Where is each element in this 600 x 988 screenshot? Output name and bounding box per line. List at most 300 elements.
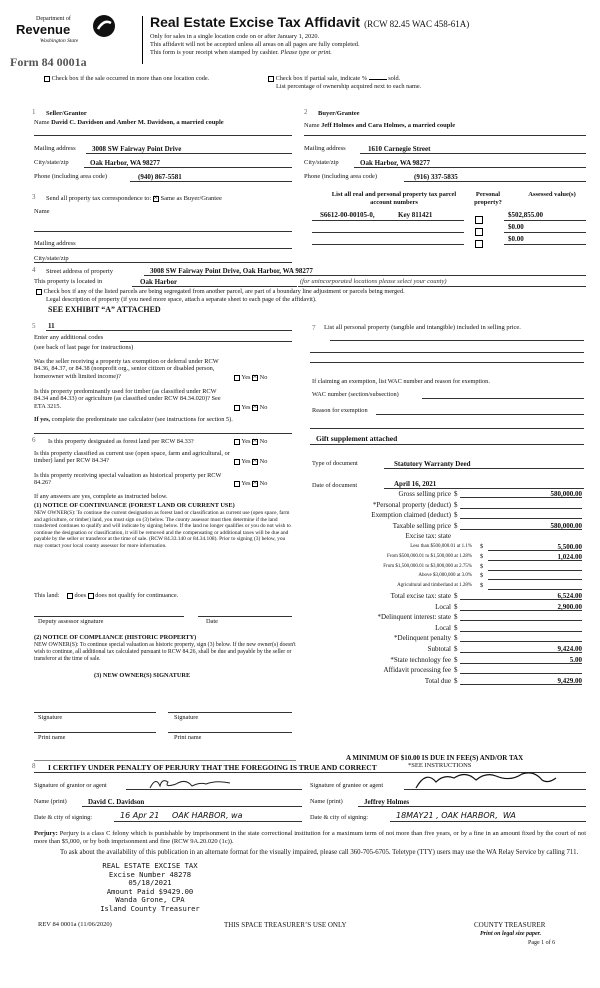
partial-sale-sold: sold.	[388, 75, 401, 82]
any-yes-note: If any answers are yes, complete as instructed below.	[34, 493, 168, 500]
section-7	[310, 320, 586, 500]
tax-row-label: Above $3,000,000 at 3.0%	[418, 573, 472, 579]
does-not-checkbox[interactable]	[88, 593, 94, 599]
deputy-signature-line	[34, 616, 184, 617]
grantee-sig-label: Signature of grantee or agent	[310, 782, 384, 789]
tax-row-label: Affidavit processing fee	[383, 666, 451, 675]
tax-row-label: Agricultural and timberland at 1.28%	[397, 583, 472, 589]
parcel-account-line	[312, 232, 464, 233]
tax-row-label: Local	[435, 602, 451, 611]
segregated-row	[36, 288, 405, 295]
buyer-section	[304, 108, 586, 188]
tax-row-label: *Delinquent interest: state	[377, 613, 451, 622]
correspondence-city-underline	[34, 262, 292, 263]
doc-type-value[interactable]: Statutory Warranty Deed	[394, 460, 471, 468]
grantor-name-label: Name (print)	[34, 798, 67, 805]
grantee-name-underline	[358, 806, 586, 807]
dor-logo-wordmark: Revenue	[16, 22, 71, 37]
dor-logo-state: Washington State	[40, 38, 79, 44]
wac-label: WAC number (section/subsection)	[312, 391, 399, 398]
location-code-value[interactable]: 11	[48, 322, 55, 330]
parcel-assessed-value[interactable]: $502,855.00	[508, 211, 543, 219]
dollar-sign: $	[480, 562, 484, 570]
buyer-num: 2	[304, 108, 308, 116]
this-land-row	[34, 592, 178, 599]
tax-row	[310, 522, 582, 531]
tax-row-label: *Personal property (deduct)	[372, 500, 451, 509]
yes-label: Yes	[241, 374, 251, 381]
tax-row-label: From $1,500,000.01 to $3,000,000 at 2.75%	[383, 563, 472, 569]
seller-city-underline	[84, 167, 292, 168]
deputy-label: Deputy assessor signature	[38, 618, 104, 625]
multi-location-label: Check box if the sale occurred in more than one location code.	[51, 75, 210, 82]
q-timber-yes-checkbox[interactable]	[234, 405, 240, 411]
notice2-text: NEW OWNER(S): To continue special valuation as historic property, sign (3) below. If the new owner(s) doesn't wish to continue, all additional tax calculated pursuant to RCW 84.26, shall be due and payable by the seller or transferor at the time of sale.	[34, 642, 296, 662]
owner-print-label-2: Print name	[174, 734, 202, 741]
notice1-text: NEW OWNER(S): To continue the current designation as forest land or classification as current use (open space, farm and agriculture, or timber) land, you must sign on (3) below. The county assessor must then determine if the land transferred continues to qualify and will indicate by signing below. If the land no longer qualifies or you do not wish to continue the designation or classification, it will be removed and the compensating or additional taxes will be due and payable by the seller or transferor at the time of sale. (RCW 84.33.140 or 84.34.108). Prior to signing (3) below, you may contact your local county assessor for more information.	[34, 510, 291, 549]
dollar-sign: $	[454, 655, 458, 664]
tax-row-value[interactable]: 9,424.00	[557, 645, 582, 653]
dollar-sign: $	[480, 543, 484, 550]
buyer-city-label: City/state/zip	[304, 159, 339, 166]
tax-row	[310, 572, 582, 581]
owner-signature-label-2: Signature	[174, 714, 199, 721]
dor-logo	[8, 12, 126, 56]
tax-row-value[interactable]: 5.00	[569, 655, 582, 664]
deputy-date-label: Date	[206, 618, 218, 625]
grantor-date-value[interactable]: 16 Apr 21 OAK HARBOR, wa	[120, 811, 243, 820]
dollar-sign: $	[480, 552, 484, 560]
buyer-name-underline	[304, 135, 586, 136]
buyer-mail-underline	[360, 153, 586, 154]
q-current-use-yesno	[234, 458, 267, 465]
if-yes-text: complete the predominate use calculator (see instructions for section 5).	[51, 416, 233, 423]
header-line1: Only for sales in a single location code on or after January 1, 2020.	[150, 33, 320, 40]
tax-row	[310, 592, 582, 601]
seller-phone-value[interactable]: (940) 867-5581	[138, 173, 182, 181]
owner-print-line-2	[168, 732, 292, 733]
buyer-mail-value[interactable]: 1610 Carnegie Street	[368, 145, 431, 153]
form-title-text: Real Estate Excise Tax Affidavit	[150, 14, 361, 30]
this-land-label: This land:	[34, 592, 60, 599]
dollar-sign: $	[454, 490, 458, 498]
parcel-header-accounts: List all real and personal property tax parcel account numbers	[331, 191, 457, 206]
located-label: This property is located in	[34, 278, 103, 285]
notice3-title: (3) NEW OWNER(S) SIGNATURE	[94, 672, 191, 679]
located-value[interactable]: Oak Harbor	[140, 278, 178, 286]
seller-city-value[interactable]: Oak Harbor, WA 98277	[90, 159, 161, 167]
multi-location-row	[44, 75, 209, 82]
q-forest-yes-checkbox[interactable]	[234, 439, 240, 445]
seller-mail-value[interactable]: 3008 SW Fairway Point Drive	[92, 145, 182, 153]
no-label: No	[259, 404, 268, 411]
q-exemption: Was the seller receiving a property tax exemption or deferral under RCW 84.36, 84.37, or 84.38 (nonprofit org., senior citizen or disabled person, homeowner with limited income)?	[34, 358, 219, 380]
footer-rev: REV 84 0001a (11/06/2020)	[38, 921, 112, 928]
same-as-buyer-label: Same as Buyer/Grantee	[160, 195, 222, 202]
additional-codes-label: Enter any additional codes	[34, 334, 104, 341]
seller-phone-label: Phone (including area code)	[34, 173, 108, 180]
stamp-line-6: Island County Treasurer	[100, 903, 200, 913]
buyer-name-value: Jeff Holmes and Cara Holmes, a married couple	[321, 122, 456, 129]
tax-row	[310, 511, 582, 520]
seller-num: 1	[32, 108, 36, 116]
q-historic-yesno	[234, 480, 267, 487]
seller-mail-underline	[86, 153, 292, 154]
treasurer-stamp	[88, 862, 212, 914]
doc-date-value[interactable]: April 16, 2021	[394, 480, 437, 488]
form-title-rcw: (RCW 82.45 WAC 458-61A)	[364, 19, 470, 29]
tax-row-underline	[460, 673, 582, 674]
tax-row-value[interactable]: 580,000.00	[550, 521, 582, 530]
q-current-use-yes-checkbox[interactable]	[234, 459, 240, 465]
stamp-line-1: REAL ESTATE EXCISE TAX	[102, 861, 198, 870]
buyer-name-label: Name	[304, 122, 320, 129]
parcel-account-line	[312, 244, 464, 245]
does-checkbox[interactable]	[67, 593, 73, 599]
footer-treasurer-space: THIS SPACE TREASURER’S USE ONLY	[224, 921, 347, 929]
tax-row-value[interactable]: 5,500.00	[557, 543, 582, 551]
segregated-checkbox[interactable]	[36, 289, 42, 295]
parcel-assessed-value[interactable]: $0.00	[508, 223, 524, 231]
notice2-title: (2) NOTICE OF COMPLIANCE (HISTORIC PROPERTY)	[34, 634, 197, 641]
reason-label: Reason for exemption	[312, 407, 368, 414]
doc-type-label: Type of document	[312, 460, 358, 467]
yes-label: Yes	[241, 480, 251, 487]
stamp-line-3: 05/18/2021	[128, 878, 172, 888]
buyer-phone-label: Phone (including area code)	[304, 173, 378, 180]
if-yes-bold: If yes,	[34, 416, 51, 423]
header-divider	[142, 16, 143, 64]
footer-page: Page 1 of 6	[528, 940, 556, 946]
parcel-header-value: Assessed value(s)	[528, 191, 576, 198]
seller-name-value: David C. Davidson and Amber M. Davidson, a married couple	[51, 119, 224, 126]
tax-row-value[interactable]: 2,900.00	[557, 602, 582, 611]
tax-row	[310, 553, 582, 562]
partial-sale-row	[268, 75, 400, 82]
q-timber-no-checkbox[interactable]	[252, 405, 258, 411]
reason-line-2	[310, 428, 584, 429]
tax-row-underline	[488, 589, 582, 590]
yes-label: Yes	[241, 458, 251, 465]
tax-row	[310, 624, 582, 633]
minimum-note: A MINIMUM OF $10.00 IS DUE IN FEE(S) AND/OR TAX	[346, 754, 524, 762]
grantor-name-value[interactable]: David C. Davidson	[88, 798, 145, 806]
exemption-label: If claiming an exemption, list WAC number and reason for exemption.	[312, 378, 490, 385]
tax-row-label: Gross selling price	[398, 490, 451, 498]
section5-num: 5	[32, 322, 36, 330]
street-label: Street address of property	[46, 268, 113, 275]
owner-signature-line-1	[34, 712, 156, 713]
seller-section	[34, 108, 292, 188]
legal-description-label: Legal description of property (if you need more space, attach a separate sheet to each page of the affidavit).	[46, 296, 317, 303]
tax-row-label: Excise tax: state	[405, 532, 451, 541]
tax-row-underline	[460, 508, 582, 509]
section8-num: 8	[32, 762, 36, 770]
parcel-value-line	[504, 220, 586, 221]
tax-row-label: Exemption claimed (deduct)	[371, 511, 451, 520]
grantor-signature[interactable]	[146, 774, 236, 792]
dor-logo-icon	[92, 14, 116, 38]
tax-row-label: *State technology fee	[390, 655, 451, 664]
street-value[interactable]: 3008 SW Fairway Point Drive, Oak Harbor, WA 98277	[150, 267, 313, 275]
tax-row-value[interactable]: 6,524.00	[557, 592, 582, 600]
tax-row-label: Local	[435, 623, 451, 632]
dollar-sign: $	[454, 634, 458, 643]
personal-property-line-2	[310, 352, 584, 353]
no-label: No	[259, 438, 268, 445]
dollar-sign: $	[454, 521, 458, 530]
buyer-phone-underline	[404, 181, 586, 182]
header-line3	[150, 49, 332, 56]
owner-print-line-1	[34, 732, 156, 733]
correspondence-name-underline	[34, 231, 292, 232]
dollar-sign: $	[480, 572, 484, 580]
q-exemption-yesno	[234, 374, 267, 381]
exhibit-text: SEE EXHIBIT “A” ATTACHED	[48, 305, 161, 314]
street-underline	[144, 275, 586, 276]
segregated-label: Check box if any of the listed parcels are being segregated from another parcel, are part of a boundary line adjustment or parcels being merged.	[43, 288, 405, 295]
seller-name-label: Name	[34, 119, 50, 126]
buyer-city-value[interactable]: Oak Harbor, WA 98277	[360, 159, 431, 167]
yes-label: Yes	[241, 438, 251, 445]
alt-format-text: To ask about the availability of this publication in an alternate format for the visually impaired, please call 360-705-6705. Teletype (TTY) users may use the WA Relay Service by calling 711.	[60, 849, 579, 856]
grantee-name-value[interactable]: Jeffrey Holmes	[364, 798, 410, 806]
q-historic-no-checkbox[interactable]	[252, 481, 258, 487]
section6-num: 6	[32, 436, 36, 444]
grantee-date-underline	[390, 821, 586, 822]
grantor-date-label: Date & city of signing:	[34, 814, 93, 821]
q-timber: Is this property predominantly used for timber (as classified under RCW 84.34 and 84.33) or agriculture (as classified under RCW 84.34.020)? See ETA 3215.	[34, 388, 221, 410]
partial-sale-field[interactable]	[369, 79, 387, 80]
tax-row-label: From $500,000.01 to $1,500,000 at 1.28%	[387, 553, 472, 559]
doc-date-underline	[384, 488, 584, 489]
partial-sale-checkbox[interactable]	[268, 76, 274, 82]
correspondence-mail-underline	[34, 248, 292, 249]
personal-property-line-3	[310, 362, 584, 363]
grantee-signature[interactable]	[410, 768, 560, 792]
dollar-sign: $	[454, 645, 458, 653]
certify-text: I CERTIFY UNDER PENALTY OF PERJURY THAT THE FOREGOING IS TRUE AND CORRECT	[48, 763, 377, 772]
dollar-sign: $	[454, 666, 458, 675]
yes-label: Yes	[241, 404, 251, 411]
tax-row-value[interactable]: 1,024.00	[557, 552, 582, 561]
see-instructions: *SEE INSTRUCTIONS	[408, 762, 472, 769]
form-number: Form 84 0001a	[10, 55, 87, 69]
tax-row-label: Subtotal	[427, 645, 451, 653]
correspondence-name-label: Name	[34, 208, 50, 215]
correspondence-city-label: City/state/zip	[34, 255, 69, 262]
grantee-date-label: Date & city of signing:	[310, 814, 369, 821]
location-code-underline	[46, 330, 292, 331]
reason-underline	[376, 414, 584, 415]
parcel-row	[312, 235, 586, 246]
tax-row-label: Taxable selling price	[392, 521, 451, 530]
correspondence-section	[34, 193, 292, 263]
correspondence-label: Send all property tax correspondence to:	[46, 195, 152, 202]
buyer-city-underline	[354, 167, 586, 168]
section5-bottom-line	[34, 433, 292, 434]
section7-num: 7	[312, 324, 316, 332]
tax-row-underline	[460, 663, 582, 664]
located-underline	[132, 286, 297, 287]
does-not-label: does not qualify for continuance.	[95, 592, 179, 599]
grantor-date-underline	[114, 821, 302, 822]
perjury-body: Perjury is a class C felony which is punishable by imprisonment in the state correctional institution for a maximum term of not more than five years, or by a fine in an amount fixed by the court of not more than $5,000, or by both imprisonment and fine (RCW 9A.20.020 (1c)).	[34, 830, 586, 845]
q-exemption-yes-checkbox[interactable]	[234, 375, 240, 381]
tax-row	[310, 582, 582, 591]
q-forest-no-checkbox[interactable]	[252, 439, 258, 445]
parcel-header-personal: Personal property?	[474, 191, 502, 206]
deputy-date-line	[198, 616, 292, 617]
grantee-date-value[interactable]: 18MAY21 , OAK HARBOR, WA	[396, 811, 516, 820]
if-yes-note	[34, 416, 284, 423]
seller-mail-label: Mailing address	[34, 145, 76, 152]
footer-legal-paper: Print on legal size paper.	[480, 931, 542, 937]
seller-name-underline	[34, 135, 292, 136]
grantee-name-label: Name (print)	[310, 798, 343, 805]
seller-name-field[interactable]	[34, 119, 292, 127]
dollar-sign: $	[454, 500, 458, 509]
personal-property-label: List all personal property (tangible and intangible) included in selling price.	[324, 324, 521, 331]
q-current-use: Is this property classified as current use (open space, farm and agricultural, or timber) land per RCW 84.34?	[34, 450, 230, 465]
tax-row	[310, 532, 582, 541]
no-label: No	[259, 458, 268, 465]
header-line3-italic: Please type or print.	[280, 49, 332, 56]
buyer-mail-label: Mailing address	[304, 145, 346, 152]
tax-row-label: *Delinquent penalty	[394, 634, 451, 643]
q-historic: Is this property receiving special valuation as historical property per RCW 84.26?	[34, 472, 222, 487]
section8-divider	[34, 760, 296, 761]
q-timber-yesno	[234, 404, 267, 411]
dollar-sign: $	[454, 602, 458, 611]
seller-heading: Seller/Grantor	[46, 110, 87, 117]
list-pct-note: List percentage of ownership acquired next to each name.	[276, 83, 422, 90]
tax-row	[310, 603, 582, 612]
unincorporated-note: (for unincorporated locations please select your county)	[300, 278, 447, 285]
owner-print-label-1: Print name	[38, 734, 66, 741]
tax-row	[310, 645, 582, 654]
notice1-title: (1) NOTICE OF CONTINUANCE (FOREST LAND OR CURRENT USE)	[34, 502, 235, 509]
see-back-label: (see back of last page for instructions)	[34, 344, 134, 351]
dollar-sign: $	[454, 511, 458, 520]
perjury-text	[34, 830, 586, 846]
parcel-table	[312, 191, 586, 255]
unincorporated-underline	[298, 286, 586, 287]
parcel-assessed-value[interactable]: $0.00	[508, 235, 524, 243]
stamp-line-2: Excise Number 48278	[108, 869, 192, 879]
tax-row-label: Total excise tax: state	[390, 592, 451, 600]
footer-county-treasurer: COUNTY TREASURER	[474, 921, 546, 929]
grantor-name-underline	[82, 806, 302, 807]
tax-row	[310, 656, 582, 665]
header-line2: This affidavit will not be accepted unless all areas on all pages are fully completed.	[150, 41, 360, 48]
no-label: No	[259, 480, 268, 487]
wac-underline	[422, 398, 584, 399]
gift-underline	[310, 444, 584, 445]
owner-signature-label-1: Signature	[38, 714, 63, 721]
parcel-row	[312, 211, 586, 222]
tax-row-underline	[460, 641, 582, 642]
dollar-sign: $	[454, 676, 458, 685]
doc-type-underline	[384, 468, 584, 469]
tax-row	[310, 501, 582, 510]
parcel-value-line	[504, 232, 586, 233]
seller-phone-underline	[130, 181, 292, 182]
q-forest-yesno	[234, 438, 267, 445]
does-label: does	[74, 592, 87, 599]
section-6	[34, 436, 296, 736]
q-historic-yes-checkbox[interactable]	[234, 481, 240, 487]
section-8	[34, 760, 586, 830]
buyer-name-field[interactable]	[304, 122, 586, 130]
tax-row-underline	[460, 518, 582, 519]
tax-row-label: Total due	[424, 676, 451, 685]
dollar-sign: $	[454, 592, 458, 600]
dollar-sign: $	[454, 623, 458, 632]
tax-row	[310, 613, 582, 622]
correspondence-mail-label: Mailing address	[34, 240, 76, 247]
header-line3-text: This form is your receipt when stamped by cashier.	[150, 49, 279, 56]
owner-signature-line-2	[168, 712, 292, 713]
seller-city-label: City/state/zip	[34, 159, 69, 166]
tax-row	[310, 490, 582, 499]
personal-property-checkbox[interactable]	[475, 240, 483, 248]
doc-date-label: Date of document	[312, 482, 358, 489]
correspondence-text	[46, 195, 222, 203]
parcel-row	[312, 223, 586, 234]
multi-location-checkbox[interactable]	[44, 76, 50, 82]
tax-row-underline	[488, 570, 582, 571]
parcel-key[interactable]: Key 811421	[398, 211, 433, 219]
tax-row	[310, 634, 582, 643]
stamp-line-4: Amount Paid $9429.00	[106, 886, 194, 896]
tax-row	[310, 666, 582, 675]
q-forest: Is this property designated as forest land per RCW 84.33?	[48, 438, 194, 445]
buyer-phone-value[interactable]: (916) 337-5835	[414, 173, 458, 181]
property-num: 4	[32, 266, 36, 274]
tax-row	[310, 677, 582, 686]
dor-logo-dept: Department of	[36, 16, 71, 22]
parcel-account[interactable]: S6612-00-00105-0,	[320, 211, 375, 219]
same-as-buyer-checkbox[interactable]	[153, 196, 159, 202]
additional-codes-underline	[120, 341, 292, 342]
buyer-heading: Buyer/Grantee	[318, 110, 360, 117]
personal-property-line-1	[330, 340, 584, 341]
tax-row-underline	[460, 631, 582, 632]
property-section	[34, 266, 586, 318]
tax-row-label: Less than $500,000.01 at 1.1%	[410, 544, 472, 549]
parcel-account-line	[312, 220, 464, 221]
dollar-sign: $	[480, 582, 484, 590]
tax-row-value[interactable]: 9,429.00	[557, 676, 582, 685]
correspondence-num: 3	[32, 193, 36, 201]
q-current-use-no-checkbox[interactable]	[252, 459, 258, 465]
tax-row-underline	[460, 620, 582, 621]
q-exemption-no-checkbox[interactable]	[252, 375, 258, 381]
tax-row-value[interactable]: 580,000.00	[550, 490, 582, 498]
tax-row-underline	[488, 579, 582, 580]
tax-row	[310, 563, 582, 572]
perjury-label: Perjury:	[34, 830, 58, 837]
form-title	[150, 14, 469, 32]
partial-sale-label: Check box if partial sale, indicate %	[275, 75, 368, 82]
stamp-line-5: Wanda Grone, CPA	[115, 895, 185, 905]
grantor-sig-label: Signature of grantor or agent	[34, 782, 107, 789]
tax-row	[310, 543, 582, 552]
dollar-sign: $	[454, 613, 458, 622]
gift-supplement: Gift supplement attached	[316, 434, 398, 443]
no-label: No	[259, 374, 268, 381]
